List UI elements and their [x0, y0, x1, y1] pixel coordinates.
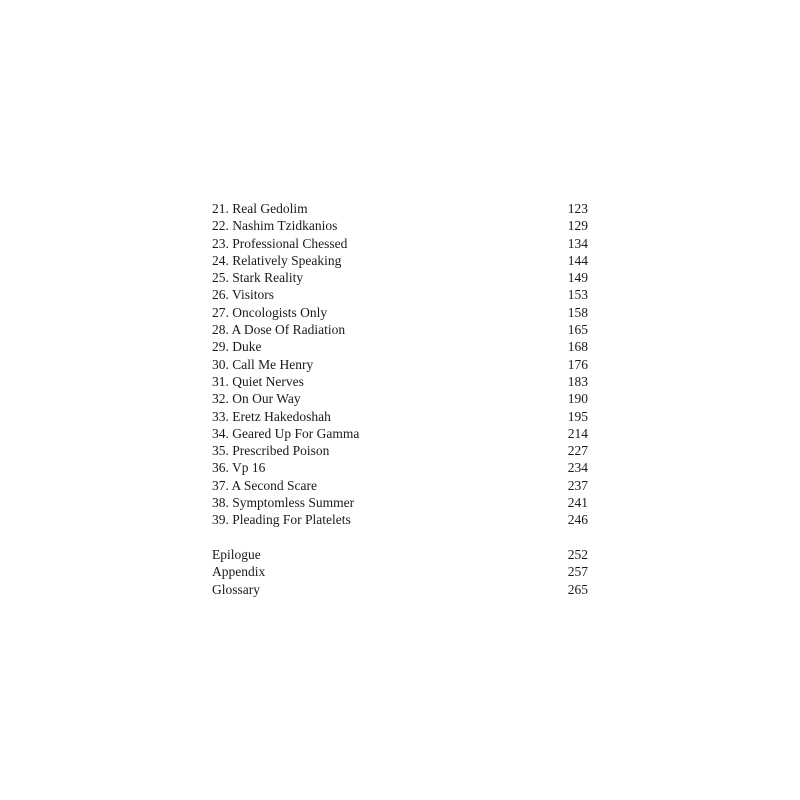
table-of-contents — [212, 200, 588, 598]
toc-entry-title: 32. On Our Way — [212, 391, 301, 407]
toc-entry — [212, 459, 588, 476]
toc-entry — [212, 252, 588, 269]
toc-entry-page: 214 — [567, 425, 588, 441]
toc-entry-title: 35. Prescribed Poison — [212, 443, 330, 459]
toc-entry-page: 158 — [567, 304, 588, 320]
toc-entry-title: 22. Nashim Tzidkanios — [212, 218, 338, 234]
toc-entry-title: 33. Eretz Hakedoshah — [212, 408, 331, 424]
toc-entry-page: 246 — [567, 512, 588, 528]
toc-entry-title: 24. Relatively Speaking — [212, 252, 342, 268]
toc-entry-page: 168 — [567, 339, 588, 355]
toc-entry-title: Appendix — [212, 564, 266, 580]
toc-entry — [212, 494, 588, 511]
toc-entry — [212, 321, 588, 338]
toc-entry-back-matter — [212, 581, 588, 598]
toc-entry — [212, 338, 588, 355]
toc-entry-back-matter — [212, 563, 588, 580]
toc-entry-page: 165 — [567, 322, 588, 338]
toc-entry — [212, 425, 588, 442]
toc-entry — [212, 511, 588, 528]
toc-entry — [212, 286, 588, 303]
toc-entry-page: 252 — [567, 546, 588, 562]
toc-entry-page: 237 — [567, 477, 588, 493]
toc-entry-page: 265 — [567, 581, 588, 597]
toc-entry-page: 241 — [567, 495, 588, 511]
toc-entry-page: 257 — [567, 564, 588, 580]
toc-entry — [212, 356, 588, 373]
toc-entry-page: 183 — [567, 373, 588, 389]
toc-entry-page: 144 — [567, 252, 588, 268]
toc-entry-title: 23. Professional Chessed — [212, 235, 348, 251]
toc-entry-title: Epilogue — [212, 546, 261, 562]
toc-entry — [212, 200, 588, 217]
toc-entry — [212, 442, 588, 459]
toc-entry — [212, 304, 588, 321]
toc-entry-title: Glossary — [212, 581, 260, 597]
toc-entry — [212, 235, 588, 252]
toc-entry-title: 30. Call Me Henry — [212, 356, 314, 372]
toc-entry-title: 34. Geared Up For Gamma — [212, 425, 360, 441]
toc-entry — [212, 408, 588, 425]
toc-entry — [212, 390, 588, 407]
toc-entry-page: 195 — [567, 408, 588, 424]
toc-entry — [212, 477, 588, 494]
toc-entry — [212, 269, 588, 286]
toc-entry-back-matter — [212, 546, 588, 563]
toc-entry-title: 25. Stark Reality — [212, 270, 304, 286]
toc-entry-page: 190 — [567, 391, 588, 407]
section-spacer — [212, 529, 588, 546]
toc-entry-title: 38. Symptomless Summer — [212, 495, 355, 511]
toc-entry-page: 234 — [567, 460, 588, 476]
toc-entry-title: 28. A Dose Of Radiation — [212, 322, 346, 338]
toc-entry-page: 153 — [567, 287, 588, 303]
toc-entry-title: 39. Pleading For Platelets — [212, 512, 351, 528]
toc-entry — [212, 217, 588, 234]
toc-entry-page: 149 — [567, 270, 588, 286]
toc-entry — [212, 373, 588, 390]
toc-entry-page: 227 — [567, 443, 588, 459]
toc-entry-title: 26. Visitors — [212, 287, 274, 303]
toc-entry-page: 129 — [567, 218, 588, 234]
toc-entry-page: 134 — [567, 235, 588, 251]
toc-entry-title: 37. A Second Scare — [212, 477, 317, 493]
toc-entry-title: 27. Oncologists Only — [212, 304, 328, 320]
toc-entry-page: 176 — [567, 356, 588, 372]
toc-entry-page: 123 — [567, 201, 588, 216]
toc-entry-title: 21. Real Gedolim — [212, 201, 308, 216]
toc-entry-title: 36. Vp 16 — [212, 460, 266, 476]
toc-entry-title: 29. Duke — [212, 339, 262, 355]
toc-entry-title: 31. Quiet Nerves — [212, 373, 304, 389]
